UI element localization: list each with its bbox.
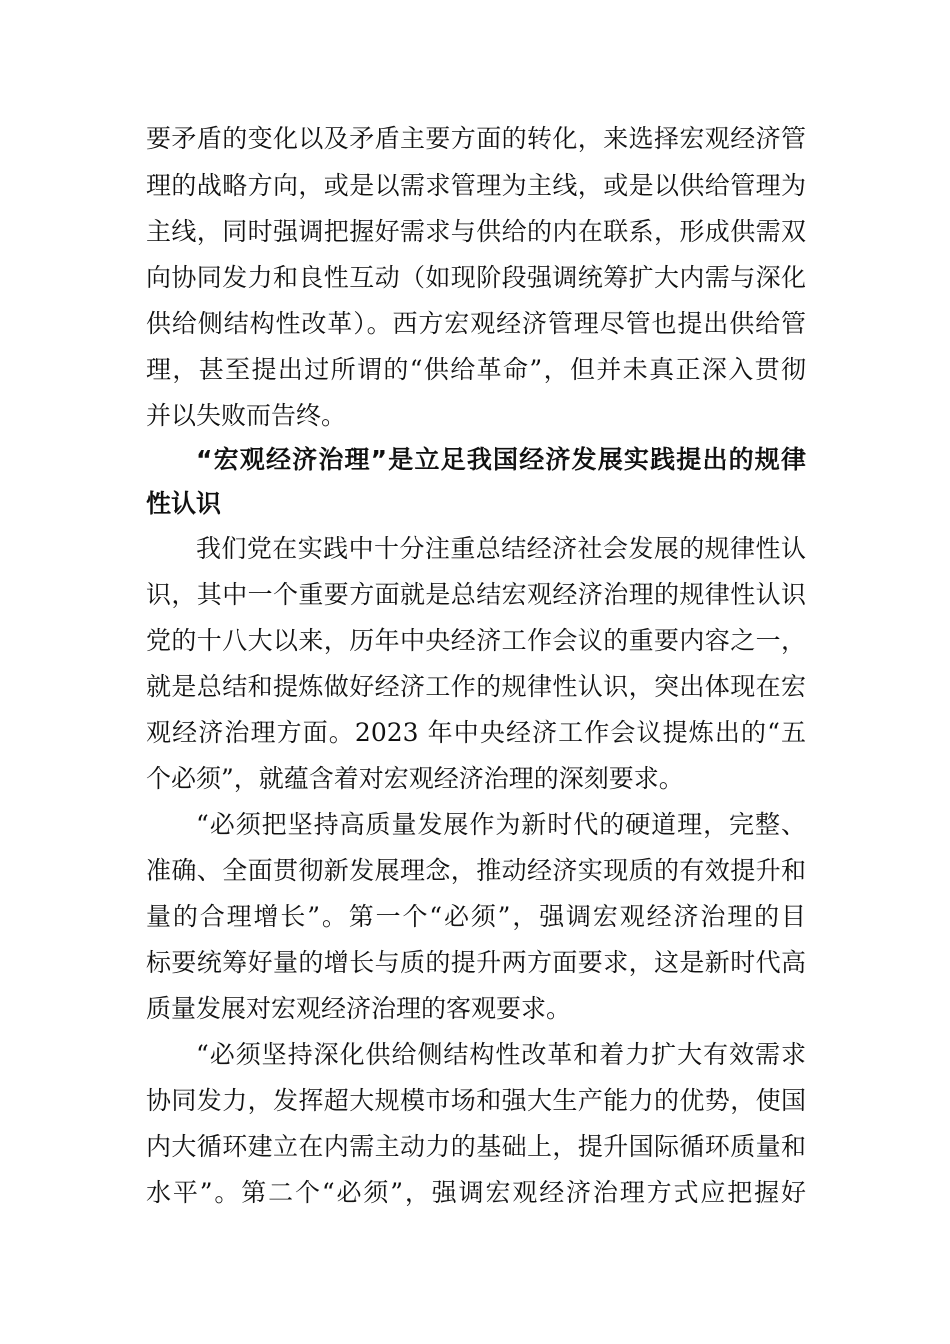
text-line: 识，其中一个重要方面就是总结宏观经济治理的规律性认识 [146, 580, 806, 609]
text-line: 内大循环建立在内需主动力的基础上，提升国际循环质量和 [146, 1132, 806, 1161]
text-line: 向协同发力和良性互动（如现阶段强调统筹扩大内需与深化 [146, 263, 806, 292]
text-line: 主线，同时强调把握好需求与供给的内在联系，形成供需双 [146, 217, 806, 246]
text-line: 理的战略方向，或是以需求管理为主线，或是以供给管理为 [146, 171, 806, 200]
section-heading: “宏观经济治理”是立足我国经济发展实践提出的规律 [196, 445, 806, 474]
text-line: 供给侧结构性改革）。西方宏观经济管理尽管也提出供给管 [146, 309, 806, 338]
text-line: 我们党在实践中十分注重总结经济社会发展的规律性认 [196, 534, 806, 563]
text-line: 质量发展对宏观经济治理的客观要求。 [146, 994, 572, 1023]
text-line: 理，甚至提出过所谓的“供给革命”，但并未真正深入贯彻 [146, 355, 806, 384]
text-line: 标要统筹好量的增长与质的提升两方面要求，这是新时代高 [146, 948, 806, 977]
text-line: 党的十八大以来，历年中央经济工作会议的重要内容之一， [146, 626, 806, 655]
text-line: “必须把坚持高质量发展作为新时代的硬道理，完整、 [196, 810, 806, 839]
text-line: 观经济治理方面。2023 年中央经济工作会议提炼出的“五 [146, 718, 806, 747]
text-line: 就是总结和提炼做好经济工作的规律性认识，突出体现在宏 [146, 672, 806, 701]
text-line: “必须坚持深化供给侧结构性改革和着力扩大有效需求 [196, 1040, 806, 1069]
text-line: 准确、全面贯彻新发展理念，推动经济实现质的有效提升和 [146, 856, 806, 885]
text-line: 协同发力，发挥超大规模市场和强大生产能力的优势，使国 [146, 1086, 806, 1115]
text-line: 水平”。第二个“必须”，强调宏观经济治理方式应把握好 [146, 1178, 806, 1207]
text-line: 并以失败而告终。 [146, 401, 347, 430]
section-heading: 性认识 [146, 489, 222, 518]
text-line: 量的合理增长”。第一个“必须”，强调宏观经济治理的目 [146, 902, 806, 931]
text-line: 要矛盾的变化以及矛盾主要方面的转化，来选择宏观经济管 [146, 124, 806, 153]
text-line: 个必须”，就蕴含着对宏观经济治理的深刻要求。 [146, 764, 684, 793]
